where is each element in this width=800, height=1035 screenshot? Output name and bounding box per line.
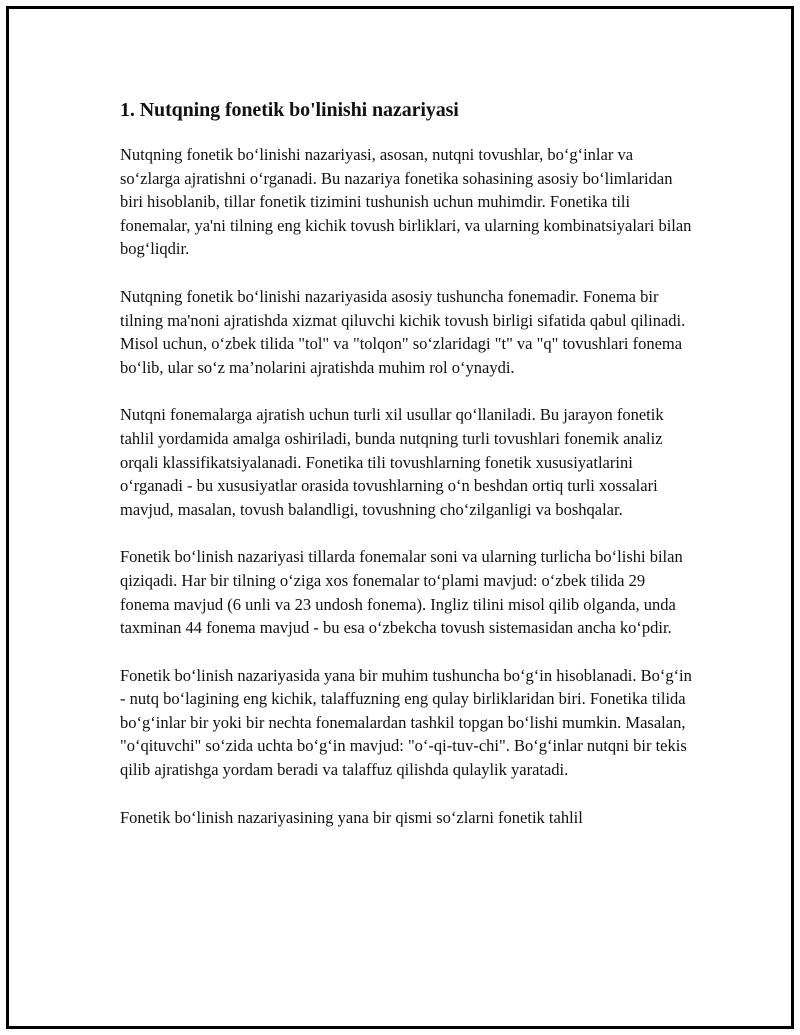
paragraph-5: Fonetik bo‘linish nazariyasida yana bir muhim tushuncha bo‘g‘in hisoblanadi. Bo‘g‘in - nutq bo‘lagining eng kichik, talaffuzning eng qulay birliklaridan biri. Fonetika tilida bo‘g‘inlar bir yoki bir nechta fonemalardan tashkil topgan bo‘lishi mumkin. Masalan, "o‘qituvchi" so‘zida uchta bo‘g‘in mavjud: "o‘-qi-tuv-chi". Bo‘g‘inlar nutqni bir tekis qilib ajratishga yordam beradi va talaffuz qilishda qulaylik yaratadi. bbox=[120, 665, 692, 780]
document-page bbox=[6, 6, 794, 1029]
paragraph-2: Nutqning fonetik bo‘linishi nazariyasida asosiy tushuncha fonemadir. Fonema bir tilning ma'noni ajratishda xizmat qiluvchi kichik tovush birligi sifatida qabul qilinadi. Misol uchun, o‘zbek tilida "tol" va "tolqon" so‘zlaridagi "t" va "q" tovushlari fonema bo‘lib, ular so‘z ma’nolarini ajratishda muhim rol o‘ynaydi. bbox=[120, 286, 686, 377]
paragraph-1: Nutqning fonetik bo‘linishi nazariyasi, asosan, nutqni tovushlar, bo‘g‘inlar va so‘zlarga ajratishni o‘rganadi. Bu nazariya fonetika sohasining asosiy bo‘limlaridan biri hisoblanib, tillar fonetik tizimini tushunish uchun muhimdir. Fonetika tili fonemalar, ya'ni tilning eng kichik tovush birliklari, va ularning kombinatsiyalari bilan bog‘liqdir. bbox=[120, 145, 692, 259]
paragraph-6: Fonetik bo‘linish nazariyasining yana bir qismi so‘zlarni fonetik tahlil bbox=[120, 807, 583, 827]
paragraph-4: Fonetik bo‘linish nazariyasi tillarda fonemalar soni va ularning turlicha bo‘lishi bilan qiziqadi. Har bir tilning o‘ziga xos fonemalar to‘plami mavjud: o‘zbek tilida 29 fonema mavjud (6 unli va 23 undosh fonema). Ingliz tilini misol qilib olganda, unda taxminan 44 fonema mavjud - bu esa o‘zbekcha tovush sistemasidan ancha ko‘pdir. bbox=[120, 547, 683, 638]
document-body bbox=[120, 97, 695, 853]
paragraph-3: Nutqni fonemalarga ajratish uchun turli xil usullar qo‘llaniladi. Bu jarayon fonetik tahlil yordamida amalga oshiriladi, bunda nutqning turli tovushlari fonemik analiz orqali klassifikatsiyalanadi. Fonetika tili tovushlarning fonetik xususiyatlarini o‘rganadi - bu xususiyatlar orasida tovushlarning o‘n beshdan ortiq turli xossalari mavjud, masalan, tovush balandligi, tovushning cho‘zilganligi va boshqalar. bbox=[120, 405, 664, 519]
section-heading: 1. Nutqning fonetik bo'linishi nazariyasi bbox=[120, 99, 459, 121]
